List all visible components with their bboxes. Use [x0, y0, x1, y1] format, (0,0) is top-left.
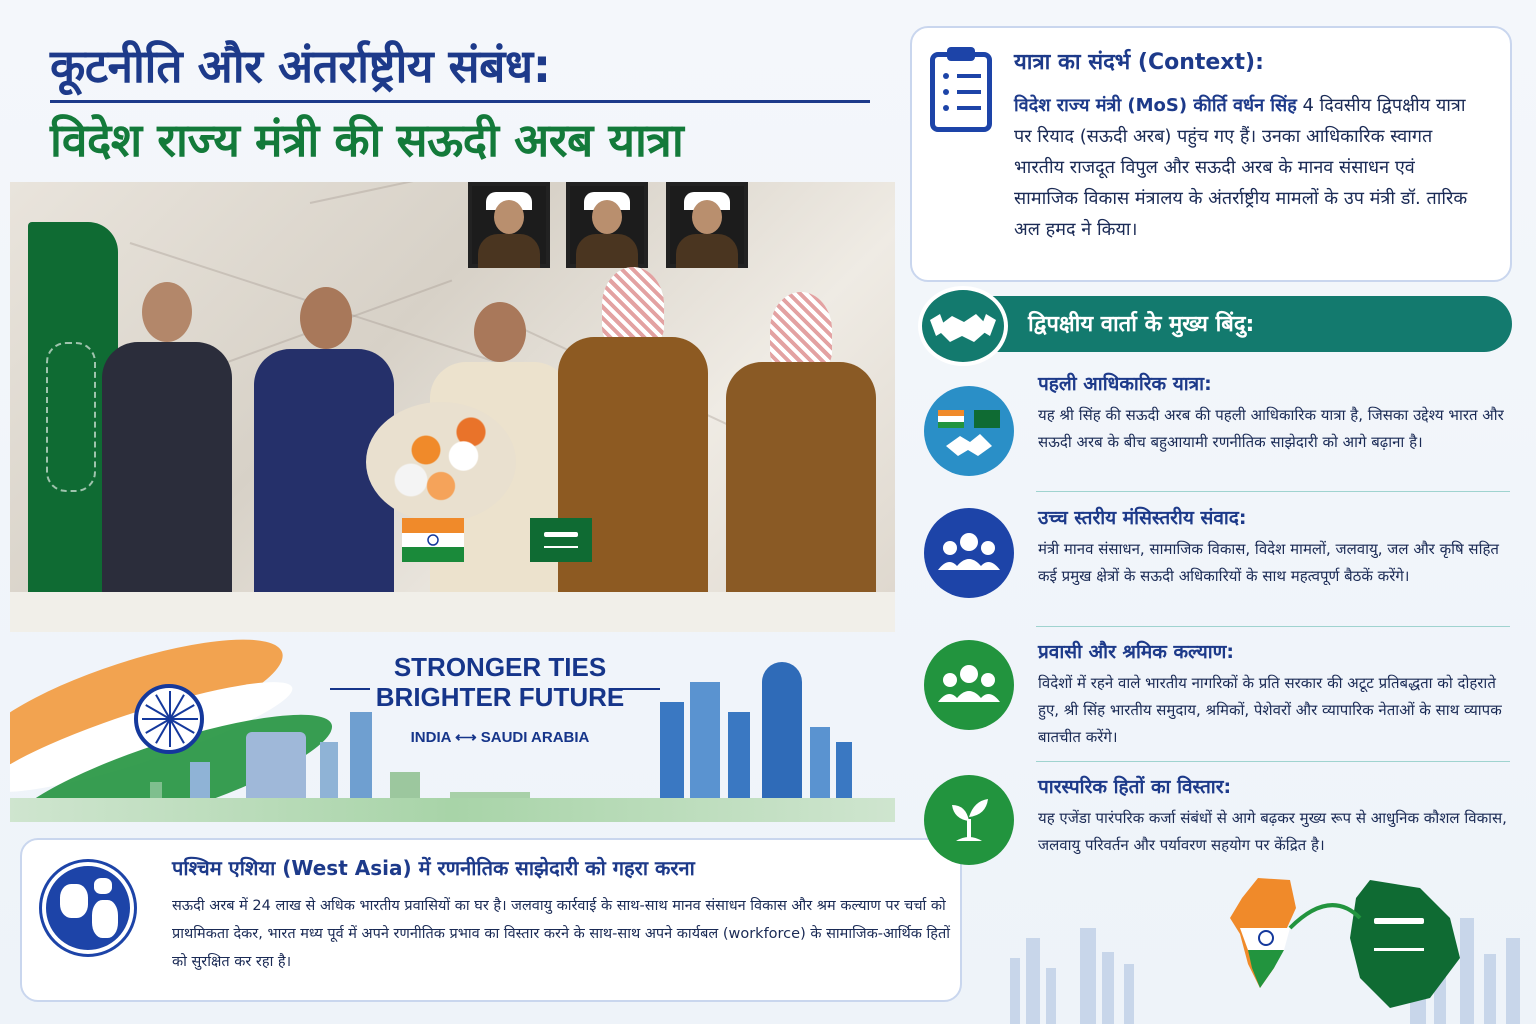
banner-line-1: STRONGER TIES [393, 652, 607, 682]
india-saudi-map-decoration [990, 868, 1536, 1024]
portrait-right [666, 182, 748, 268]
meeting-table [10, 592, 895, 632]
point-4-title: पारस्परिक हितों का विस्तार: [1038, 776, 1232, 798]
portrait-left [468, 182, 550, 268]
points-title: द्विपक्षीय वार्ता के मुख्य बिंदु: [1028, 312, 1255, 337]
point-4-body: यह एजेंडा पारंपरिक कर्जा संबंधों से आगे बढ़कर मुख्य रूप से आधुनिक कौशल विकास, जलवायु परिवर्तन और पर्यावरण सहयोग पर केंद्रित है। [1038, 809, 1507, 854]
flags-handshake-icon [924, 386, 1014, 476]
globe-icon [42, 862, 134, 954]
west-asia-body: सऊदी अरब में 24 लाख से अधिक भारतीय प्रवासियों का घर है। जलवायु कार्रवाई के साथ-साथ मानव संसाधन विकास और श्रम कल्याण पर चर्चा को प्राथमिकता देकर, भारत मध्य पूर्व में अपने रणनीतिक प्रभाव का विस्तार करने के साथ-साथ अपने कार्यबल (workforce) के सामाजिक-आर्थिक हितों को सुरक्षित कर रहा है। [172, 898, 951, 970]
banner-saudi: SAUDI ARABIA [480, 729, 590, 746]
person-1 [102, 282, 232, 632]
saudi-desk-flag [530, 518, 592, 562]
banner-countries [370, 728, 630, 746]
point-2-body: मंत्री मानव संसाधन, सामाजिक विकास, विदेश मामलों, जलवायु, जल और कृषि सहित कई प्रमुख क्षेत्रों के सऊदी अधिकारियों के साथ महत्वपूर्ण बैठकें करेंगे। [1038, 540, 1499, 585]
flower-bouquet [366, 402, 516, 522]
context-title: यात्रा का संदर्भ (Context): [1014, 50, 1264, 75]
context-body [1014, 90, 1484, 245]
stronger-ties-banner [10, 632, 895, 822]
person-5 [726, 292, 876, 632]
handshake-icon [918, 286, 1008, 366]
point-1-title: पहली आधिकारिक यात्रा: [1038, 373, 1212, 395]
banner-india: INDIA [410, 729, 451, 746]
point-divider [1036, 491, 1510, 492]
point-1-body: यह श्री सिंह की सऊदी अरब की पहली आधिकारिक यात्रा है, जिसका उद्देश्य भारत और सऊदी अरब के बीच बहुआयामी रणनीतिक साझेदारी को आगे बढ़ाना है। [1038, 406, 1504, 451]
context-lead: विदेश राज्य मंत्री (MoS) कीर्ति वर्धन सिंह [1014, 95, 1297, 116]
point-divider [1036, 761, 1510, 762]
west-asia-title: पश्चिम एशिया (West Asia) में रणनीतिक साझेदारी को गहरा करना [172, 856, 695, 880]
meeting-photo [10, 182, 895, 632]
banner-line-2: BRIGHTER FUTURE [375, 682, 625, 712]
context-text: 4 दिवसीय द्विपक्षीय यात्रा पर रियाद (सऊदी अरब) पहुंच गए हैं। उनका आधिकारिक स्वागत भारतीय राजदूत विपुल और सऊदी अरब के मानव संसाधन एवं सामाजिक विकास मंत्रालय के अंतर्राष्ट्रीय मामलों के उप मंत्री डॉ. तारिक अल हमद ने किया। [1014, 95, 1468, 240]
title-line-1: कूटनीति और अंतर्राष्ट्रीय संबंध: [50, 39, 551, 93]
clipboard-icon [930, 52, 992, 132]
title-divider [50, 100, 870, 103]
banner-headline [350, 652, 650, 712]
point-3-body: विदेशों में रहने वाले भारतीय नागरिकों के प्रति सरकार की अटूट प्रतिबद्धता को दोहराते हुए, श्री सिंह भारतीय समुदाय, श्रमिकों, पेशेवरों और व्यापारिक नेताओं के साथ व्यापक बातचीत करेंगे। [1038, 674, 1502, 746]
portrait-center [566, 182, 648, 268]
group-icon [924, 508, 1014, 598]
ashoka-chakra-icon [134, 684, 204, 754]
point-3-title: प्रवासी और श्रमिक कल्याण: [1038, 641, 1234, 663]
india-desk-flag [402, 518, 464, 562]
west-asia-panel [20, 838, 962, 1002]
point-2-title: उच्च स्तरीय मंसिस्तरीय संवाद: [1038, 507, 1247, 529]
people-icon [924, 640, 1014, 730]
double-arrow-icon: ⟷ [455, 729, 477, 746]
sprout-icon [924, 775, 1014, 865]
point-divider [1036, 626, 1510, 627]
context-panel [910, 26, 1512, 282]
title-line-2: विदेश राज्य मंत्री की सऊदी अरब यात्रा [50, 113, 684, 167]
person-4 [558, 267, 708, 632]
